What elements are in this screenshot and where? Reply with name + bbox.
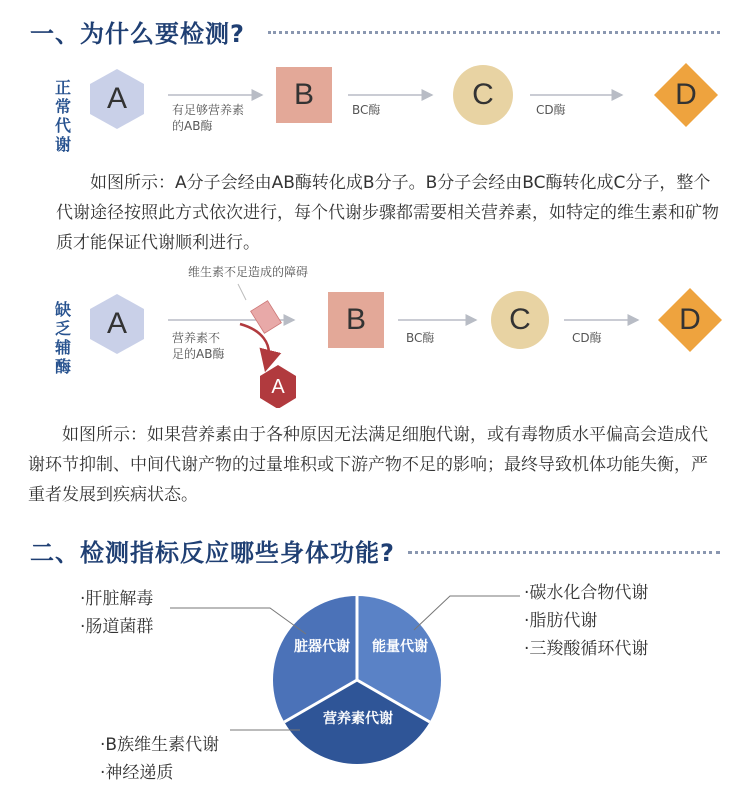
arrow-cd-label: CD酶: [536, 103, 566, 117]
right-list-item: ·三羧酸循环代谢: [524, 639, 649, 659]
deficient-node-b-label: B: [345, 303, 366, 336]
section2-title-divider: [408, 551, 720, 554]
node-c-label: C: [472, 78, 494, 111]
right-list-item: ·碳水化合物代谢: [524, 583, 649, 603]
section1-title: 一、为什么要检测?: [30, 20, 245, 48]
deficient-side-label: 缺乏辅酶: [54, 300, 71, 376]
bottom-list-item: ·神经递质: [100, 763, 174, 783]
stuck-node-a-label: A: [271, 375, 285, 398]
pie-label-organ: 脏器代谢: [294, 639, 350, 655]
left-list-item: ·肠道菌群: [80, 617, 154, 637]
obstacle-block: [251, 301, 282, 334]
node-a-label: A: [106, 82, 127, 115]
deficient-node-c-label: C: [509, 303, 531, 336]
deficient-node-a-label: A: [106, 307, 127, 340]
deficient-node-d-label: D: [679, 303, 701, 336]
arrow-bc-label: BC酶: [352, 103, 381, 117]
connector-right: [414, 596, 520, 630]
deficient-arrow-bc-label: BC酶: [406, 331, 435, 345]
arrow-ab-label: 有足够营养素 的AB酶: [172, 103, 245, 133]
paragraph-deficient-explanation: 如图所示：如果营养素由于各种原因无法满足细胞代谢，或有毒物质水平偏高会造成代谢环节抑制、中间代谢产物的过量堆积或下游产物不足的影响；最终导致机体功能失衡，严重者发展到疾病状态。: [28, 425, 708, 505]
right-list-item: ·脂肪代谢: [524, 611, 598, 631]
obstacle-label: 维生素不足造成的障碍: [188, 265, 309, 279]
pie-label-energy: 能量代谢: [372, 639, 428, 655]
deficient-arrow-cd-label: CD酶: [572, 331, 602, 345]
left-list-item: ·肝脏解毒: [80, 589, 154, 609]
deficient-arrow-ab-label: 营养素不 足的AB酶: [172, 331, 225, 361]
pie-label-nutrient: 营养素代谢: [323, 711, 393, 727]
obstacle-connector: [238, 284, 246, 300]
connector-left: [170, 608, 306, 634]
node-d-label: D: [675, 78, 697, 111]
normal-side-label: 正常代谢: [54, 78, 71, 154]
section2-title: 二、检测指标反应哪些身体功能?: [30, 539, 395, 567]
node-b-label: B: [293, 78, 314, 111]
title-divider: [268, 31, 720, 34]
bottom-list-item: ·B族维生素代谢: [100, 735, 220, 755]
paragraph-normal-explanation: 如图所示：A分子会经由AB酶转化成B分子。B分子会经由BC酶转化成C分子，整个代谢途径按照此方式依次进行，每个代谢步骤都需要相关营养素，如特定的维生素和矿物质才能保证代谢顺利进行。: [56, 173, 719, 253]
